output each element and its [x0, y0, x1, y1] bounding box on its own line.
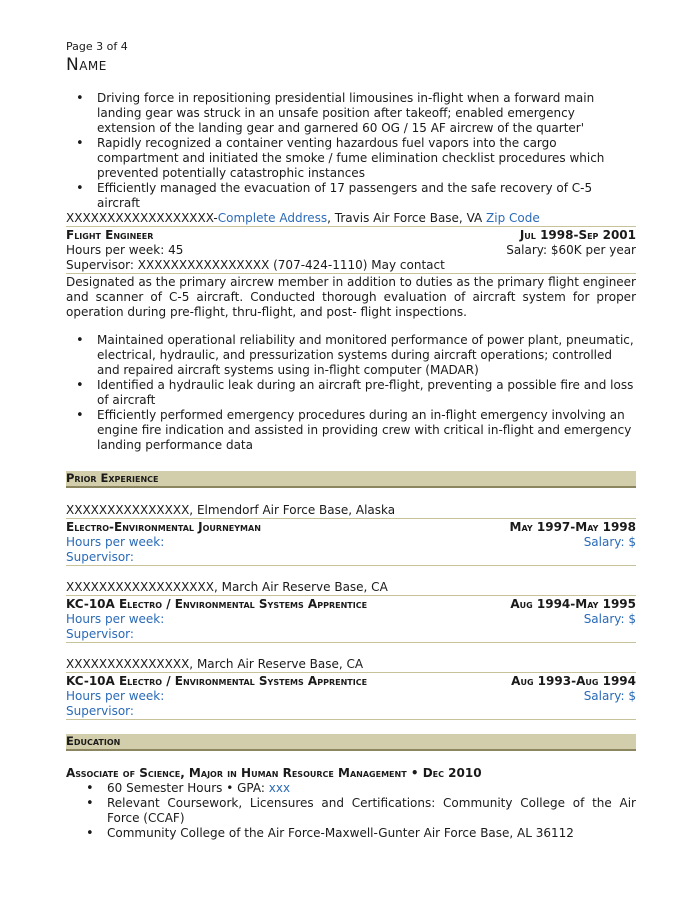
job-entry — [66, 503, 636, 566]
salary: Salary: $ — [583, 612, 636, 626]
list-item — [76, 781, 636, 796]
supervisor-row: Supervisor: — [66, 627, 636, 643]
education-bullets — [76, 781, 636, 841]
list-item: • Maintained operational reliability and monitored performance of power plant, pneumatic, electrical, hydraulic, and pressurization systems during aircraft operations; controlled and repaired aircraft systems using in-flight computer (MADAR) — [66, 333, 636, 378]
section-heading: Prior Experience — [66, 471, 159, 485]
address-link[interactable]: Complete Address — [217, 211, 328, 225]
supervisor-row — [66, 258, 636, 274]
job-title: Flight Engineer — [66, 228, 154, 242]
title-row — [66, 520, 636, 535]
job-title: Electro-Environmental Journeyman — [66, 520, 261, 534]
employer-location: , Travis Air Force Base, VA — [327, 211, 487, 225]
hours-salary-row — [66, 689, 636, 704]
list-item: • Relevant Coursework, Licensures and Certifications: Community College of the Air Force (CCAF) — [76, 796, 636, 826]
hours-per-week: Hours per week: 45 — [66, 243, 184, 257]
candidate-name: Name — [66, 55, 107, 75]
zip-code-link[interactable]: Zip Code — [486, 211, 540, 225]
employer-name: XXXXXXXXXXXXXXXXXX- — [66, 211, 218, 225]
supervisor: Supervisor: XXXXXXXXXXXXXXXX (707-424-1110) May contact — [66, 258, 445, 272]
page-number: Page 3 of 4 — [66, 40, 128, 53]
list-item: • Community College of the Air Force-Maxwell-Gunter Air Force Base, AL 36112 — [76, 826, 636, 841]
job-dates: Jul 1998-Sep 2001 — [519, 228, 636, 242]
hours-salary-row — [66, 535, 636, 550]
job-dates: Aug 1993-Aug 1994 — [511, 674, 636, 688]
supervisor-row: Supervisor: — [66, 704, 636, 720]
section-education — [66, 734, 636, 751]
hours-per-week: Hours per week: — [66, 612, 165, 626]
employer-line: XXXXXXXXXXXXXXXXXX, March Air Reserve Base, CA — [66, 580, 636, 596]
salary: Salary: $60K per year — [506, 243, 636, 257]
job-entry — [66, 580, 636, 643]
salary: Salary: $ — [583, 535, 636, 549]
employer-line — [66, 211, 636, 227]
flight-engineer-bullets — [66, 333, 636, 453]
title-row — [66, 597, 636, 612]
degree-line: Associate of Science, Major in Human Resource Management • Dec 2010 — [66, 766, 482, 780]
job-title: KC-10A Electro / Environmental Systems Apprentice — [66, 597, 368, 611]
salary: Salary: $ — [583, 689, 636, 703]
job-title: KC-10A Electro / Environmental Systems Apprentice — [66, 674, 368, 688]
job-dates: Aug 1994-May 1995 — [510, 597, 636, 611]
title-row — [66, 228, 636, 243]
section-heading: Education — [66, 734, 121, 748]
list-item: • Identified a hydraulic leak during an aircraft pre-flight, preventing a possible fire and loss of aircraft — [66, 378, 636, 408]
job-dates: May 1997-May 1998 — [509, 520, 636, 534]
list-item: • Driving force in repositioning presidential limousines in-flight when a forward main landing gear was struck in an unsafe position after takeoff; enabled emergency extension of the landing gear and garnered 60 OG / 15 AF aircrew of the quarter' — [66, 91, 636, 136]
section-prior-experience — [66, 471, 636, 488]
hours-salary-row — [66, 612, 636, 627]
list-item: • Efficiently managed the evacuation of 17 passengers and the safe recovery of C-5 aircraft — [66, 181, 636, 211]
job-flight-engineer — [66, 211, 636, 320]
employer-line: XXXXXXXXXXXXXXX, Elmendorf Air Force Base, Alaska — [66, 503, 636, 519]
list-item: • Rapidly recognized a container venting hazardous fuel vapors into the cargo compartment and initiated the smoke / fume elimination checklist procedures which prevented potentially catastrophic instances — [66, 136, 636, 181]
top-bullet-list — [66, 91, 636, 211]
hours-salary-row — [66, 243, 636, 258]
employer-line: XXXXXXXXXXXXXXX, March Air Reserve Base, CA — [66, 657, 636, 673]
job-description: Designated as the primary aircrew member in addition to duties as the primary flight engineer and scanner of C-5 aircraft. Conducted thorough evaluation of aircraft system for proper operation during pre-flight, thru-flight, and post- flight inspections. — [66, 275, 636, 319]
hours-per-week: Hours per week: — [66, 689, 165, 703]
hours-per-week: Hours per week: — [66, 535, 165, 549]
gpa-value: xxx — [268, 781, 291, 795]
hours-gpa: 60 Semester Hours • GPA: — [107, 781, 269, 795]
supervisor-row: Supervisor: — [66, 550, 636, 566]
list-item: • Efficiently performed emergency procedures during an in-flight emergency involving an engine fire indication and assisted in providing crew with critical in-flight and emergency landing performance data — [66, 408, 636, 453]
title-row — [66, 674, 636, 689]
job-entry — [66, 657, 636, 720]
